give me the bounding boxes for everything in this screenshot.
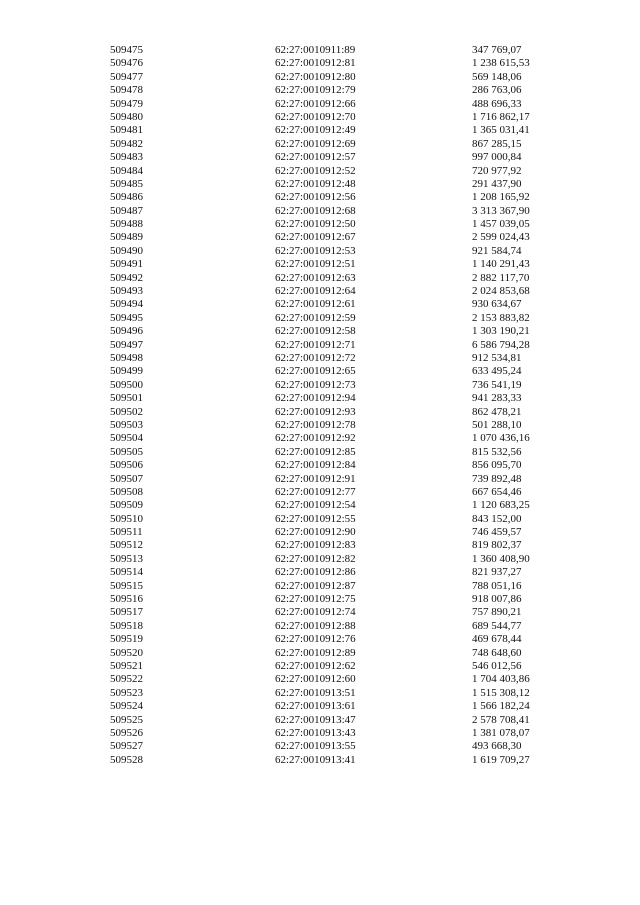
row-number: 509486	[110, 191, 143, 204]
cadastral-number: 62:27:0010912:49	[275, 124, 356, 137]
table-row	[110, 392, 570, 405]
cadastral-value: 739 892,48	[472, 472, 522, 485]
row-number: 509482	[110, 137, 143, 150]
table-row	[110, 138, 570, 151]
cadastral-value: 2 153 883,82	[472, 311, 530, 324]
cadastral-number: 62:27:0010912:56	[275, 191, 356, 204]
row-number: 509526	[110, 726, 143, 739]
cadastral-number: 62:27:0010912:91	[275, 472, 356, 485]
cadastral-number: 62:27:0010912:84	[275, 459, 356, 472]
row-number: 509508	[110, 485, 143, 498]
cadastral-value: 286 763,06	[472, 84, 522, 97]
cadastral-value: 1 566 182,24	[472, 700, 530, 713]
row-number: 509475	[110, 44, 143, 56]
table-row	[110, 339, 570, 352]
table-row	[110, 165, 570, 178]
cadastral-value: 788 051,16	[472, 579, 522, 592]
table-row	[110, 312, 570, 325]
table-row	[110, 218, 570, 231]
cadastral-value: 912 534,81	[472, 351, 522, 364]
table-row	[110, 258, 570, 271]
table-row	[110, 620, 570, 633]
row-number: 509501	[110, 392, 143, 405]
cadastral-value: 819 802,37	[472, 539, 522, 552]
cadastral-value: 569 148,06	[472, 70, 522, 83]
cadastral-value: 2 599 024,43	[472, 231, 530, 244]
row-number: 509527	[110, 740, 143, 753]
table-row	[110, 71, 570, 84]
table-row	[110, 111, 570, 124]
row-number: 509504	[110, 432, 143, 445]
cadastral-value: 689 544,77	[472, 619, 522, 632]
cadastral-number: 62:27:0010912:90	[275, 526, 356, 539]
table-row	[110, 191, 570, 204]
row-number: 509484	[110, 164, 143, 177]
cadastral-value: 1 704 403,86	[472, 673, 530, 686]
table-row	[110, 566, 570, 579]
cadastral-number: 62:27:0010912:53	[275, 244, 356, 257]
cadastral-value: 815 532,56	[472, 445, 522, 458]
cadastral-number: 62:27:0010912:61	[275, 298, 356, 311]
row-number: 509478	[110, 84, 143, 97]
row-number: 509489	[110, 231, 143, 244]
cadastral-value: 347 769,07	[472, 44, 522, 56]
cadastral-number: 62:27:0010912:60	[275, 673, 356, 686]
cadastral-value: 1 238 615,53	[472, 57, 530, 70]
row-number: 509493	[110, 285, 143, 298]
cadastral-number: 62:27:0010912:89	[275, 646, 356, 659]
table-row	[110, 57, 570, 70]
cadastral-number: 62:27:0010913:43	[275, 726, 356, 739]
cadastral-number: 62:27:0010912:48	[275, 177, 356, 190]
table-row	[110, 446, 570, 459]
table-row	[110, 593, 570, 606]
cadastral-value: 921 584,74	[472, 244, 522, 257]
cadastral-value: 1 303 190,21	[472, 325, 530, 338]
table-row	[110, 231, 570, 244]
cadastral-value: 862 478,21	[472, 405, 522, 418]
cadastral-number: 62:27:0010912:55	[275, 512, 356, 525]
table-row	[110, 352, 570, 365]
table-row	[110, 272, 570, 285]
row-number: 509521	[110, 659, 143, 672]
cadastral-number: 62:27:0010912:88	[275, 619, 356, 632]
cadastral-number: 62:27:0010912:65	[275, 365, 356, 378]
row-number: 509499	[110, 365, 143, 378]
cadastral-value: 1 716 862,17	[472, 110, 530, 123]
table-row	[110, 647, 570, 660]
row-number: 509494	[110, 298, 143, 311]
table-row	[110, 365, 570, 378]
table-row	[110, 298, 570, 311]
row-number: 509514	[110, 566, 143, 579]
cadastral-value: 1 381 078,07	[472, 726, 530, 739]
cadastral-value: 1 457 039,05	[472, 218, 530, 231]
table-row	[110, 714, 570, 727]
row-number: 509483	[110, 151, 143, 164]
table-row	[110, 633, 570, 646]
row-number: 509517	[110, 606, 143, 619]
cadastral-value: 918 007,86	[472, 593, 522, 606]
table-row	[110, 526, 570, 539]
row-number: 509502	[110, 405, 143, 418]
cadastral-value: 746 459,57	[472, 526, 522, 539]
cadastral-number: 62:27:0010912:75	[275, 593, 356, 606]
cadastral-number: 62:27:0010912:62	[275, 659, 356, 672]
cadastral-value: 3 313 367,90	[472, 204, 530, 217]
row-number: 509503	[110, 418, 143, 431]
cadastral-value: 720 977,92	[472, 164, 522, 177]
cadastral-number: 62:27:0010912:59	[275, 311, 356, 324]
cadastral-value: 667 654,46	[472, 485, 522, 498]
row-number: 509515	[110, 579, 143, 592]
cadastral-number: 62:27:0010912:86	[275, 566, 356, 579]
table-row	[110, 700, 570, 713]
table-row	[110, 406, 570, 419]
table-row	[110, 539, 570, 552]
cadastral-value: 930 634,67	[472, 298, 522, 311]
table-row	[110, 325, 570, 338]
cadastral-number: 62:27:0010913:41	[275, 753, 356, 766]
row-number: 509479	[110, 97, 143, 110]
table-row	[110, 84, 570, 97]
cadastral-value: 1 365 031,41	[472, 124, 530, 137]
cadastral-value: 2 882 117,70	[472, 271, 530, 284]
table-row	[110, 473, 570, 486]
cadastral-number: 62:27:0010912:57	[275, 151, 356, 164]
row-number: 509480	[110, 110, 143, 123]
cadastral-number: 62:27:0010912:67	[275, 231, 356, 244]
cadastral-number: 62:27:0010912:64	[275, 285, 356, 298]
row-number: 509511	[110, 526, 143, 539]
row-number: 509516	[110, 593, 143, 606]
cadastral-number: 62:27:0010912:73	[275, 378, 356, 391]
table-row	[110, 459, 570, 472]
cadastral-value: 469 678,44	[472, 633, 522, 646]
cadastral-value: 633 495,24	[472, 365, 522, 378]
row-number: 509491	[110, 258, 143, 271]
row-number: 509505	[110, 445, 143, 458]
cadastral-value: 291 437,90	[472, 177, 522, 190]
row-number: 509509	[110, 499, 143, 512]
cadastral-value: 736 541,19	[472, 378, 522, 391]
cadastral-number: 62:27:0010912:70	[275, 110, 356, 123]
cadastral-value: 1 619 709,27	[472, 753, 530, 766]
row-number: 509497	[110, 338, 143, 351]
table-row	[110, 687, 570, 700]
table-row	[110, 740, 570, 753]
table-row	[110, 124, 570, 137]
table-row	[110, 513, 570, 526]
cadastral-value: 748 648,60	[472, 646, 522, 659]
cadastral-value: 1 140 291,43	[472, 258, 530, 271]
table-row	[110, 727, 570, 740]
row-number: 509500	[110, 378, 143, 391]
data-table	[110, 44, 570, 767]
cadastral-number: 62:27:0010913:61	[275, 700, 356, 713]
cadastral-value: 2 578 708,41	[472, 713, 530, 726]
table-row	[110, 673, 570, 686]
cadastral-number: 62:27:0010912:54	[275, 499, 356, 512]
row-number: 509524	[110, 700, 143, 713]
cadastral-number: 62:27:0010913:47	[275, 713, 356, 726]
row-number: 509518	[110, 619, 143, 632]
cadastral-number: 62:27:0010912:94	[275, 392, 356, 405]
cadastral-value: 1 360 408,90	[472, 552, 530, 565]
cadastral-value: 821 937,27	[472, 566, 522, 579]
cadastral-value: 1 070 436,16	[472, 432, 530, 445]
cadastral-number: 62:27:0010912:81	[275, 57, 356, 70]
cadastral-number: 62:27:0010912:77	[275, 485, 356, 498]
row-number: 509512	[110, 539, 143, 552]
cadastral-number: 62:27:0010912:92	[275, 432, 356, 445]
cadastral-number: 62:27:0010912:76	[275, 633, 356, 646]
table-row	[110, 660, 570, 673]
row-number: 509510	[110, 512, 143, 525]
row-number: 509506	[110, 459, 143, 472]
row-number: 509490	[110, 244, 143, 257]
table-row	[110, 205, 570, 218]
table-row	[110, 606, 570, 619]
cadastral-value: 1 515 308,12	[472, 686, 530, 699]
cadastral-number: 62:27:0010912:82	[275, 552, 356, 565]
cadastral-value: 6 586 794,28	[472, 338, 530, 351]
cadastral-number: 62:27:0010912:58	[275, 325, 356, 338]
row-number: 509528	[110, 753, 143, 766]
cadastral-number: 62:27:0010912:69	[275, 137, 356, 150]
row-number: 509477	[110, 70, 143, 83]
cadastral-value: 2 024 853,68	[472, 285, 530, 298]
table-row	[110, 379, 570, 392]
cadastral-number: 62:27:0010911:89	[275, 44, 356, 56]
cadastral-value: 997 000,84	[472, 151, 522, 164]
row-number: 509519	[110, 633, 143, 646]
cadastral-number: 62:27:0010912:79	[275, 84, 356, 97]
cadastral-number: 62:27:0010912:68	[275, 204, 356, 217]
row-number: 509481	[110, 124, 143, 137]
cadastral-number: 62:27:0010912:80	[275, 70, 356, 83]
table-row	[110, 98, 570, 111]
row-number: 509522	[110, 673, 143, 686]
cadastral-number: 62:27:0010912:87	[275, 579, 356, 592]
table-row	[110, 178, 570, 191]
cadastral-number: 62:27:0010912:51	[275, 258, 356, 271]
cadastral-value: 856 095,70	[472, 459, 522, 472]
cadastral-number: 62:27:0010912:78	[275, 418, 356, 431]
row-number: 509520	[110, 646, 143, 659]
cadastral-value: 843 152,00	[472, 512, 522, 525]
row-number: 509495	[110, 311, 143, 324]
row-number: 509496	[110, 325, 143, 338]
cadastral-number: 62:27:0010912:50	[275, 218, 356, 231]
cadastral-value: 493 668,30	[472, 740, 522, 753]
cadastral-value: 1 120 683,25	[472, 499, 530, 512]
cadastral-number: 62:27:0010912:93	[275, 405, 356, 418]
row-number: 509513	[110, 552, 143, 565]
row-number: 509487	[110, 204, 143, 217]
table-row	[110, 419, 570, 432]
row-number: 509525	[110, 713, 143, 726]
cadastral-number: 62:27:0010912:83	[275, 539, 356, 552]
row-number: 509492	[110, 271, 143, 284]
cadastral-value: 1 208 165,92	[472, 191, 530, 204]
cadastral-number: 62:27:0010912:63	[275, 271, 356, 284]
row-number: 509498	[110, 351, 143, 364]
cadastral-value: 488 696,33	[472, 97, 522, 110]
cadastral-number: 62:27:0010912:85	[275, 445, 356, 458]
cadastral-number: 62:27:0010912:66	[275, 97, 356, 110]
cadastral-number: 62:27:0010913:55	[275, 740, 356, 753]
cadastral-value: 867 285,15	[472, 137, 522, 150]
table-row	[110, 553, 570, 566]
table-row	[110, 580, 570, 593]
cadastral-value: 546 012,56	[472, 659, 522, 672]
row-number: 509523	[110, 686, 143, 699]
cadastral-number: 62:27:0010912:71	[275, 338, 356, 351]
table-row	[110, 486, 570, 499]
cadastral-value: 757 890,21	[472, 606, 522, 619]
cadastral-number: 62:27:0010912:52	[275, 164, 356, 177]
table-row	[110, 285, 570, 298]
cadastral-value: 501 288,10	[472, 418, 522, 431]
cadastral-value: 941 283,33	[472, 392, 522, 405]
cadastral-number: 62:27:0010912:74	[275, 606, 356, 619]
table-row	[110, 245, 570, 258]
cadastral-number: 62:27:0010912:72	[275, 351, 356, 364]
table-row	[110, 432, 570, 445]
row-number: 509476	[110, 57, 143, 70]
row-number: 509507	[110, 472, 143, 485]
cadastral-number: 62:27:0010913:51	[275, 686, 356, 699]
row-number: 509488	[110, 218, 143, 231]
table-row	[110, 151, 570, 164]
table-row	[110, 754, 570, 767]
table-row	[110, 44, 570, 57]
row-number: 509485	[110, 177, 143, 190]
table-row	[110, 499, 570, 512]
